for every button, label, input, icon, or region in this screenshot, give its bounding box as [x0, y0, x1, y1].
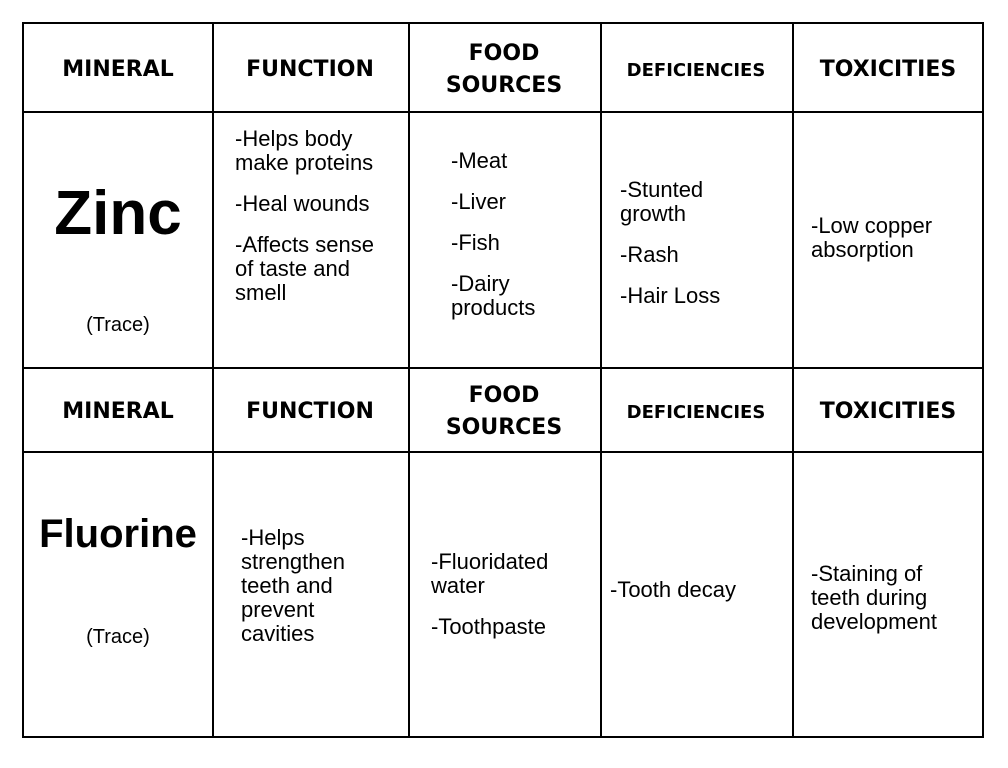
- header-deficiencies: DEFICIENCIES: [626, 60, 766, 81]
- column-divider: [212, 24, 214, 736]
- list-item: -Helps body make proteins: [235, 126, 374, 175]
- mineral-name-fluorine: Fluorine: [39, 512, 197, 556]
- header-food-sources: [408, 380, 600, 444]
- header-function: FUNCTION: [246, 399, 374, 424]
- mineral-category-fluorine: (Trace): [86, 626, 150, 648]
- list-item: -Staining of teeth during development: [811, 561, 937, 634]
- column-divider: [792, 24, 794, 736]
- list-item: -Helps strengthen teeth and prevent cavities: [241, 525, 345, 646]
- zinc-deficiencies-list: [620, 178, 790, 308]
- list-item: -Heal wounds: [235, 191, 370, 216]
- header-toxicities: TOXICITIES: [819, 399, 957, 424]
- header-food-sources-line: FOOD: [468, 41, 540, 66]
- header-mineral: MINERAL: [62, 399, 174, 424]
- zinc-toxicities-list: [811, 214, 983, 262]
- header-deficiencies: DEFICIENCIES: [626, 402, 766, 423]
- list-item: -Hair Loss: [620, 283, 721, 308]
- fluorine-function-list: [241, 526, 406, 646]
- header-function: FUNCTION: [246, 57, 374, 82]
- header-food-sources-line: FOOD: [468, 383, 540, 408]
- list-item: -Toothpaste: [431, 614, 546, 639]
- list-item: -Stunted growth: [620, 177, 704, 226]
- list-item: -Affects sense of taste and smell: [235, 232, 374, 305]
- list-item: -Tooth decay: [610, 577, 736, 602]
- column-divider: [600, 24, 602, 736]
- header-mineral: MINERAL: [62, 57, 174, 82]
- minerals-table: [22, 22, 984, 738]
- row-divider: [24, 451, 982, 453]
- mineral-name-zinc: Zinc: [54, 179, 182, 248]
- fluorine-food-sources-list: [431, 550, 597, 639]
- list-item: -Low copper absorption: [811, 213, 933, 262]
- list-item: -Fluoridated water: [431, 549, 549, 598]
- list-item: -Rash: [620, 242, 679, 267]
- list-item: -Dairy products: [451, 271, 536, 320]
- zinc-food-sources-list: [451, 149, 596, 320]
- fluorine-deficiencies-list: [610, 578, 790, 602]
- header-toxicities: TOXICITIES: [819, 57, 957, 82]
- header-food-sources-line: SOURCES: [445, 415, 563, 440]
- row-divider: [24, 111, 982, 113]
- zinc-function-list: [235, 127, 410, 305]
- fluorine-toxicities-list: [811, 562, 983, 634]
- mineral-category-zinc: (Trace): [86, 314, 150, 336]
- list-item: -Liver: [451, 189, 507, 214]
- row-divider: [24, 367, 982, 369]
- header-food-sources: [408, 38, 600, 102]
- list-item: -Meat: [451, 148, 508, 173]
- list-item: -Fish: [451, 230, 500, 255]
- header-food-sources-line: SOURCES: [445, 73, 563, 98]
